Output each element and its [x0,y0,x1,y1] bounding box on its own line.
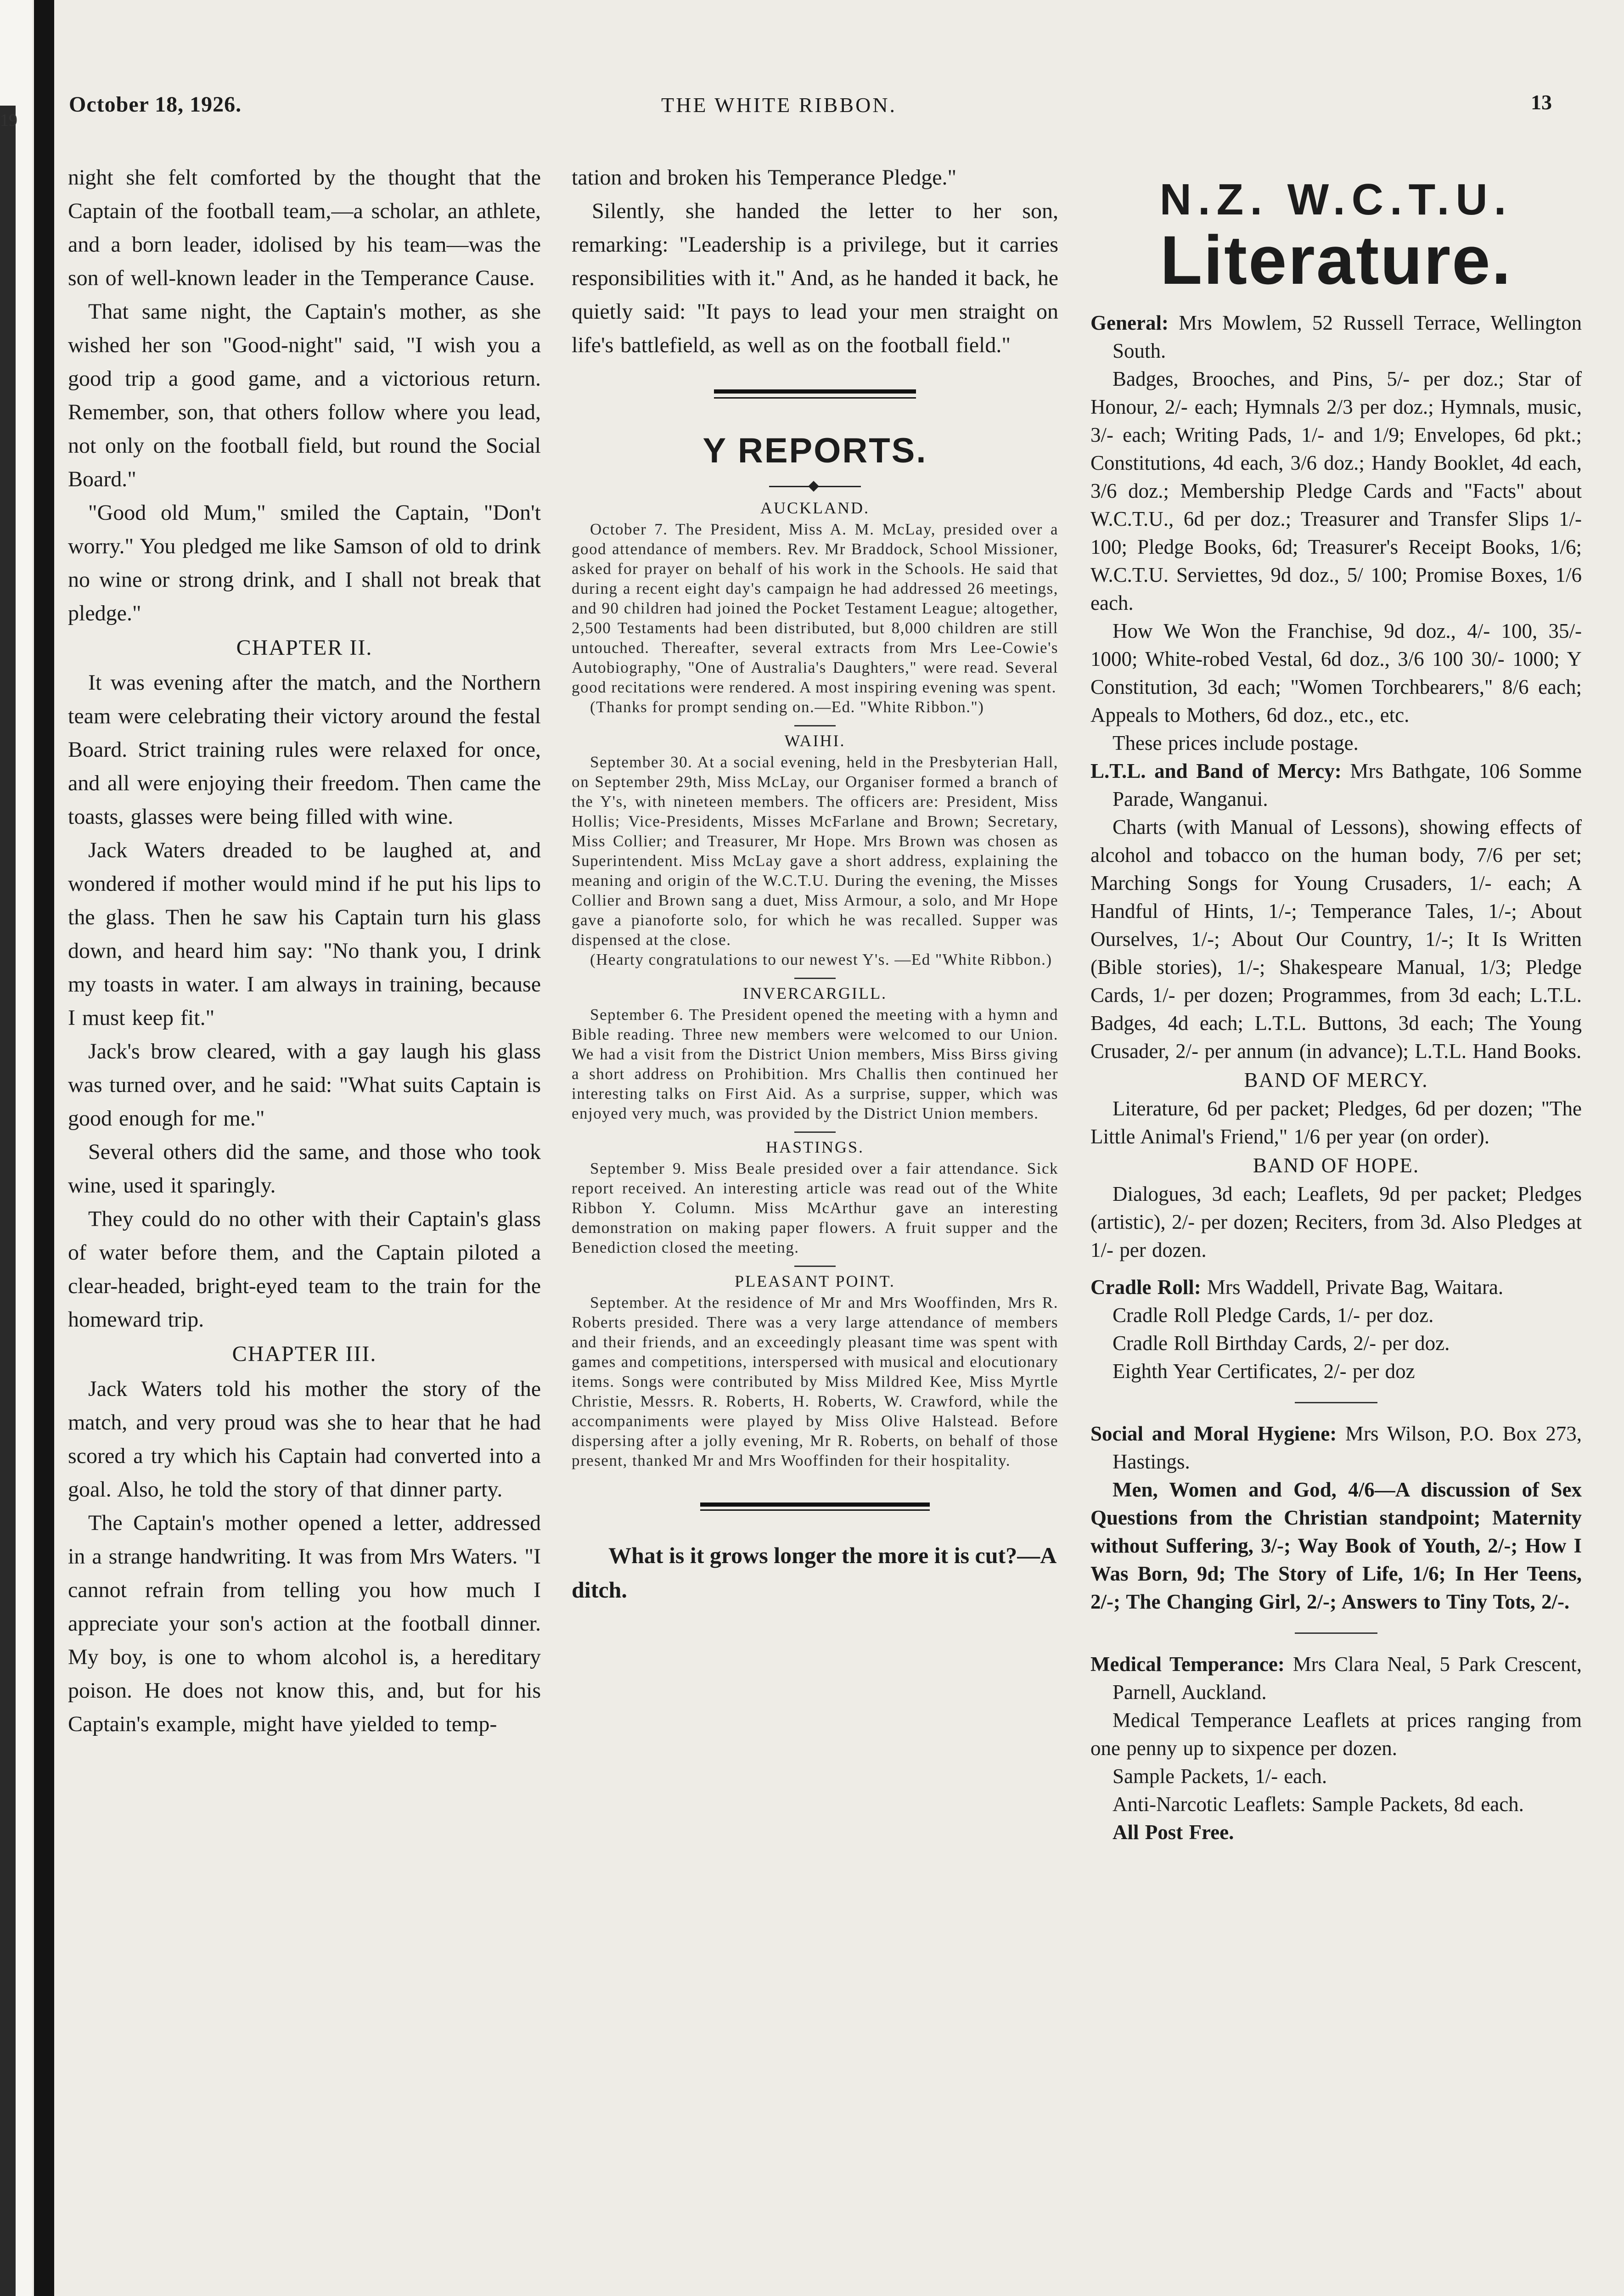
price-list: Charts (with Manual of Lessons), showing effects of alcohol and tobacco on the human body, 7/6 per set; Marching Songs for Young Crusaders, 1/- each; A Handful of Hints, 1/-; Temperance Tales, 1/-; About Ourselves, 1/-; About Our Country, 1/-; It Is Written (Bible stories), 1/-; Shakespeare Manual, 1/3; Pledge Cards, 1/- per dozen; Programmes, from 3d each; L.T.L. Badges, 4d each; L.T.L. Buttons, 3d each; The Young Crusader, 2/- per annum (in advance); L.T.L. Hand Books. [1090,816,1582,1063]
report-text: September 30. At a social evening, held in the Presbyterian Hall, on September 29th, Miss McLay, our Organiser formed a branch of the Y's, with nineteen members. The officers are: President, Miss Hollis; Vice-Presidents, Misses McFarlane and Brown; Secretary, Miss Collier; and Treasurer, Mr Hope. Mrs Brown was chosen as Superintendent. Miss McLay gave a short address, explaining the meaning and origin of the W.C.T.U. During the evening, the Misses Collier and Brown sang a duet, Miss Armour, a solo, and Mr Hope gave a pianoforte solo, for which he was recalled. Supper was dispensed at the close. [572,753,1058,949]
story-paragraph: Silently, she handed the letter to her son, remarking: "Leadership is a privilege, but it carries responsibilities with it." And, as he handed it back, he quietly said: "It pays to lead your men straight on life's battlefield, as well as on the football field." [572,199,1058,357]
story-paragraph: The Captain's mother opened a letter, addressed in a strange handwriting. It was from Mrs Waters. "I cannot refrain from telling you how much I appreciate your son's action at the football dinner. My boy, is one to whom alcohol is, a hereditary poison. He does not know this, and, but for his Captain's example, might have yielded to temp- [68,1511,541,1736]
section-divider [700,1503,930,1511]
dept-address: Mrs Clara Neal, 5 Park Crescent, Parnell, Auckland. [1113,1653,1582,1704]
story-paragraph: That same night, the Captain's mother, as she wished her son "Good-night" said, "I wish you a good trip a good game, and a victorious return. Remember, son, that others follow where you lead, not only on the football field, but round the Social Board." [68,299,541,491]
page-number: 13 [1531,90,1552,114]
report-note: (Thanks for prompt sending on.—Ed. "White Ribbon.") [590,698,984,716]
section-separator [1295,1632,1377,1634]
report-text: September. At the residence of Mr and Mrs Wooffinden, Mrs R. Roberts presided. There was a very large attendance of members and their friends, and an exceedingly pleasant time was spent with games and competitions, interspersed with musical and elocutionary items. Songs were contributed by Miss Mildred Kee, Miss Myrtle Christie, Messrs. R. Roberts, H. Roberts, W. Crawford, while the accompaniments were played by Miss Olive Halstead. Before dispersing after a jolly evening, Mr R. Roberts, on behalf of those present, thanked Mr and Mrs Wooffinden for their hospitality. [572,1294,1058,1469]
price-list: Medical Temperance Leaflets at prices ranging from one penny up to sixpence per dozen. [1090,1709,1582,1760]
story-paragraph: Jack Waters dreaded to be laughed at, and wondered if mother would mind if he put his lips to the glass. Then he saw his Captain turn his glass down, and heard him say: "No thank you, I drink my toasts in water. I am always in training, because I must keep fit." [68,838,541,1030]
report-place: INVERCARGILL. [743,984,887,1002]
report-place: WAIHI. [784,732,846,750]
reports-column [572,161,1058,1607]
report-separator [794,725,836,726]
section-divider [714,389,916,399]
ornament-divider [769,481,861,492]
report-place: PLEASANT POINT. [735,1272,895,1290]
report-note: (Hearty congratulations to our newest Y's. —Ed "White Ribbon.) [590,951,1052,968]
org-heading: N.Z. W.C.T.U. [1159,175,1513,224]
story-paragraph: They could do no other with their Captain's glass of water before them, and the Captain piloted a clear-headed, bright-eyed team to the train for the homeward trip. [68,1207,541,1332]
dept-label: Medical Temperance: [1090,1653,1285,1676]
price-list: Dialogues, 3d each; Leaflets, 9d per packet; Pledges (artistic), 2/- per dozen; Reciters, from 3d. Also Pledges at 1/- per dozen. [1090,1182,1582,1261]
report-place: HASTINGS. [765,1138,864,1156]
dept-label: General: [1090,311,1169,334]
edge-page-mark: 19 [0,111,17,130]
literature-column [1090,161,1582,1846]
story-paragraph: "Good old Mum," smiled the Captain, "Don't worry." You pledged me like Samson of old to drink no wine or strong drink, and I shall not break that pledge." [68,501,541,625]
price-list: Cradle Roll Pledge Cards, 1/- per doz. [1113,1304,1434,1327]
story-paragraph: Several others did the same, and those who took wine, used it sparingly. [68,1140,541,1198]
story-paragraph: Jack's brow cleared, with a gay laugh his glass was turned over, and he said: "What suits Captain is good enough for me." [68,1039,541,1131]
binding-edge [34,0,54,2296]
riddle-text: What is it grows longer the more it is cut?—A ditch. [572,1542,1056,1603]
dept-label: Social and Moral Hygiene: [1090,1422,1337,1445]
dept-label: Cradle Roll: [1090,1276,1201,1299]
dept-label: L.T.L. and Band of Mercy: [1090,760,1342,782]
dept-entry [1090,757,1582,813]
chapter-heading: CHAPTER II. [236,636,373,660]
dept-address: Mrs Wilson, P.O. Box 273, Hastings. [1113,1422,1582,1473]
dept-entry [1090,1650,1582,1706]
literature-heading: Literature. [1160,221,1512,298]
chapter-heading: CHAPTER III. [232,1342,377,1366]
price-list: Literature, 6d per packet; Pledges, 6d per dozen; "The Little Animal's Friend," 1/6 per year (on order). [1090,1097,1582,1148]
newspaper-title: THE WHITE RIBBON. [661,93,897,117]
story-paragraph: night she felt comforted by the thought that the Captain of the football team,—a scholar, an athlete, and a born leader, idolised by his team—was the son of well-known leader in the Temperance Cause. [68,165,541,290]
price-note: These prices include postage. [1113,732,1359,754]
dept-address: Mrs Mowlem, 52 Russell Terrace, Wellington South. [1113,311,1582,362]
y-reports-heading: Y REPORTS. [702,431,927,470]
dept-entry [1090,309,1582,365]
story-paragraph: tation and broken his Temperance Pledge." [572,165,957,190]
dept-address: Mrs Waddell, Private Bag, Waitara. [1207,1276,1504,1299]
price-list: Anti-Narcotic Leaflets: Sample Packets, 8d each. [1113,1793,1524,1816]
dept-address: Mrs Bathgate, 106 Somme Parade, Wanganui. [1113,760,1582,810]
report-text: September 9. Miss Beale presided over a fair attendance. Sick report received. An interesting article was read out of the White Ribbon Y. Column. Miss McArthur gave an interesting demonstration on making paper flowers. A fruit supper and the Benediction closed the meeting. [572,1159,1058,1256]
post-free-note: All Post Free. [1113,1821,1234,1844]
story-paragraph: It was evening after the match, and the Northern team were celebrating their victory around the festal Board. Strict training rules were relaxed for once, and all were enjoying their freedom. Then came the toasts, glasses were being filled with wine. [68,670,541,829]
report-separator [794,978,836,979]
price-list: Badges, Brooches, and Pins, 5/- per doz.; Star of Honour, 2/- each; Hymnals 2/3 per doz.; Hymnals, music, 3/- each; Writing Pads, 1/- and 1/9; Envelopes, 6d pkt.; Constitutions, 4d each, 3/6 doz.; Handy Booklet, 4d each, 3/6 doz.; Membership Pledge Cards and "Facts" about W.C.T.U., 6d per doz.; Treasurer and Transfer Slips 1/- 100; Pledge Books, 6d; Treasurer's Receipt Books, 1/6; W.C.T.U. Serviettes, 9d doz., 5/ 100; Promise Boxes, 1/6 each. [1090,367,1582,614]
report-separator [794,1266,836,1267]
story-paragraph: Jack Waters told his mother the story of the match, and very proud was she to hear that he had scored a try which his Captain had converted into a goal. Also, he told the story of that dinner party. [68,1377,541,1502]
price-list: Eighth Year Certificates, 2/- per doz [1113,1360,1415,1383]
dept-entry [1090,1420,1582,1476]
price-list: Sample Packets, 1/- each. [1113,1765,1327,1788]
page-header [64,88,1566,125]
price-list: How We Won the Franchise, 9d doz., 4/- 100, 35/- 1000; White-robed Vestal, 6d doz., 3/6 100 30/- 1000; Y Constitution, 3d each; "Women Torchbearers," 8/6 each; Appeals to Mothers, 6d doz., etc., etc. [1090,619,1582,726]
issue-date: October 18, 1926. [69,92,242,117]
section-separator [1295,1402,1377,1403]
report-separator [794,1131,836,1133]
price-list: Men, Women and God, 4/6—A discussion of Sex Questions from the Christian standpoint; Maternity without Suffering, 3/-; Way Book of Youth, 2/-; How I Was Born, 9d; The Story of Life, 1/6; In Her Teens, 2/-; The Changing Girl, 2/-; Answers to Tiny Tots, 2/-. [1090,1478,1582,1613]
sub-heading: BAND OF MERCY. [1244,1069,1428,1092]
dept-entry [1090,1273,1582,1301]
report-text: October 7. The President, Miss A. M. McLay, presided over a good attendance of members. Rev. Mr Braddock, School Missioner, asked for prayer on behalf of his work in the Schools. He said that during a recent eight day's campaign he had addressed 26 meetings, and 90 children had joined the Pocket Testament League; altogether, 2,500 Testaments had been distributed, but 8,000 children are still untouched. Thereafter, several extracts from Mrs Lee-Cowie's Autobiography, "One of Australia's Daughters," were read. Several good recitations were rendered. A most inspiring evening was spent. [572,520,1058,696]
report-place: AUCKLAND. [760,499,870,517]
price-list: Cradle Roll Birthday Cards, 2/- per doz. [1113,1332,1450,1355]
binding-fold [0,106,16,2296]
sub-heading: BAND OF HOPE. [1253,1154,1420,1177]
story-column [68,161,541,1741]
report-text: September 6. The President opened the meeting with a hymn and Bible reading. Three new members were welcomed to our Union. We had a visit from the District Union members, Miss Birss giving a short address on Prohibition. Mrs Challis then continued her interesting talks on First Aid. As a surprise, supper, which was enjoyed very much, was provided by the District Union members. [572,1006,1058,1122]
